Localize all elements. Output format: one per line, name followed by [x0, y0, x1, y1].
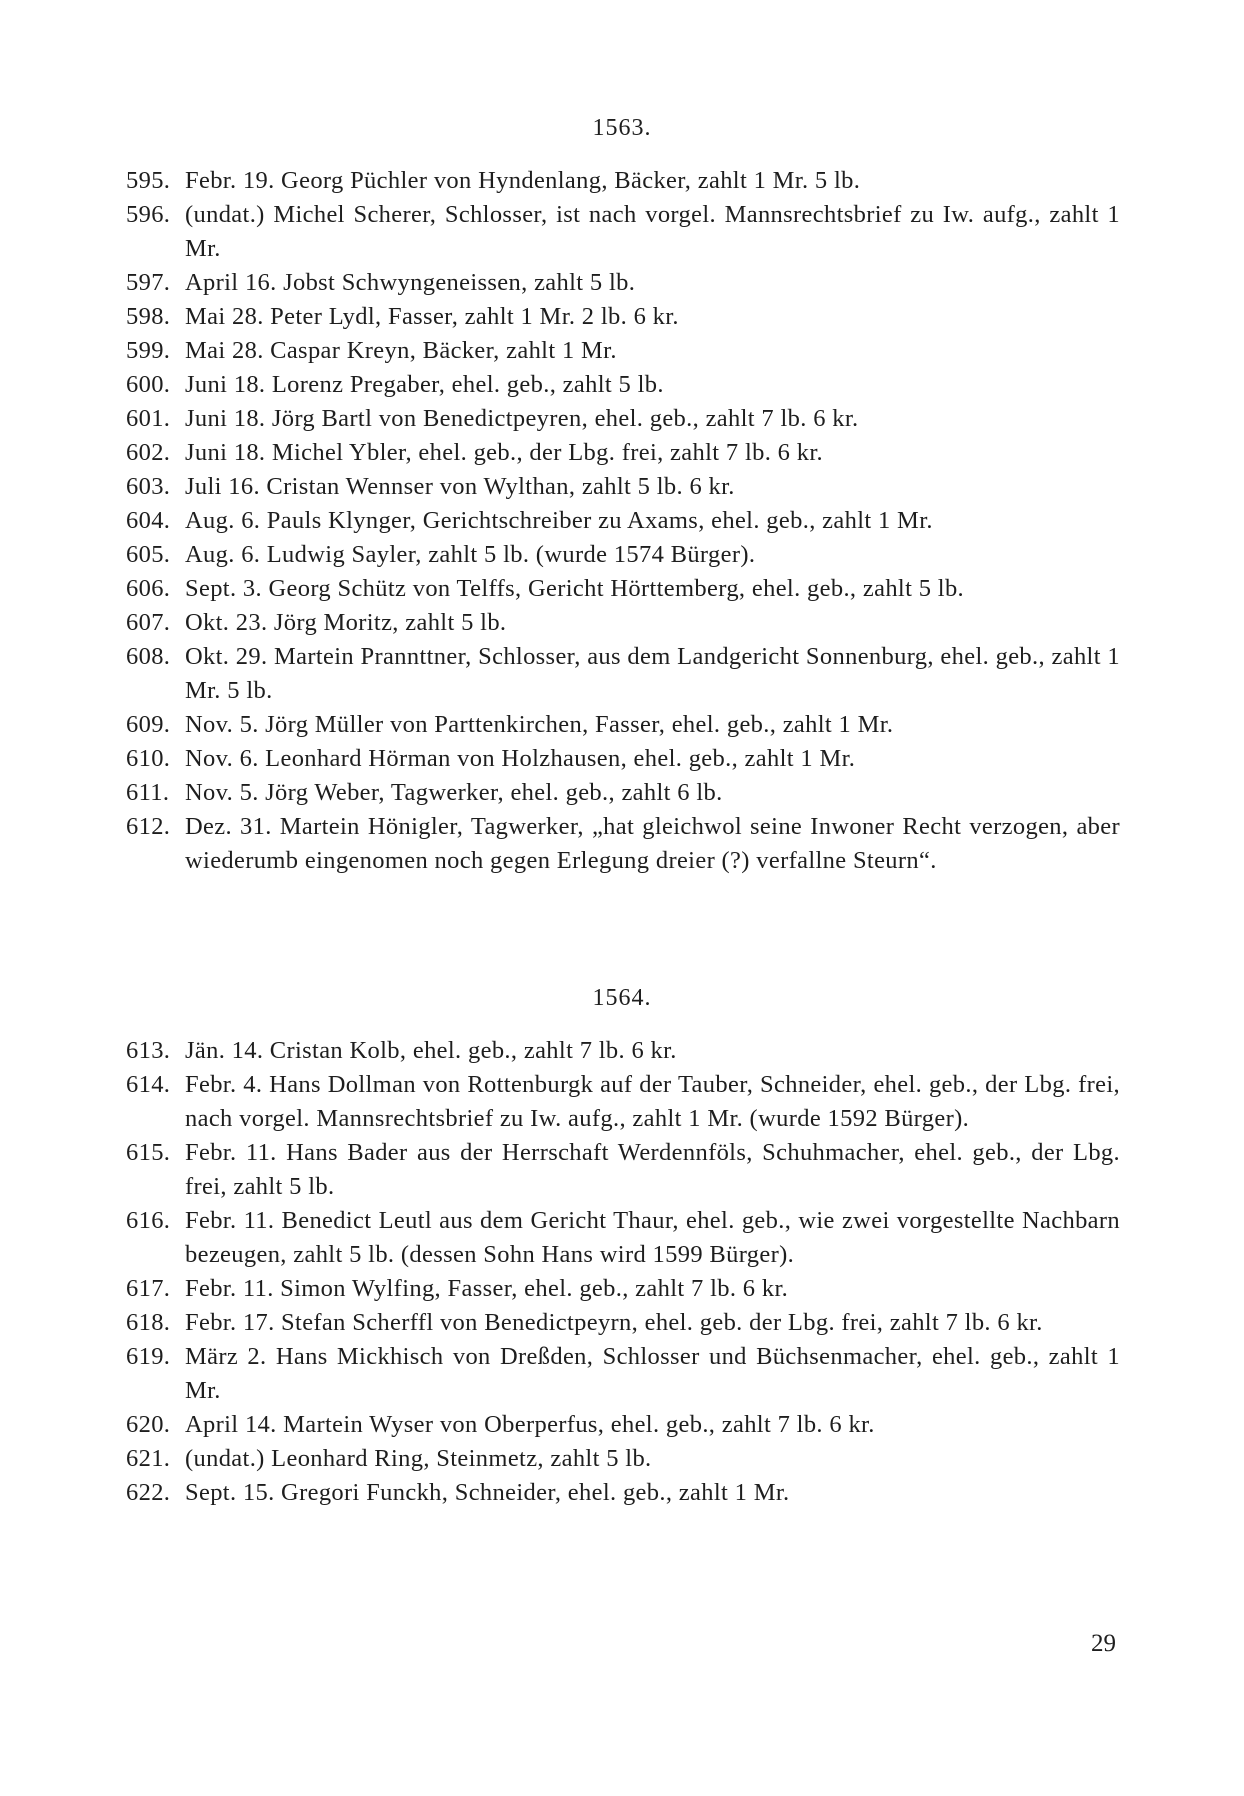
entry [126, 368, 1120, 402]
entry-number: 610. [126, 745, 171, 772]
entry [126, 402, 1120, 436]
entry [126, 1204, 1120, 1272]
entry-number: 617. [126, 1275, 171, 1302]
entry-text: Mai 28. Peter Lydl, Fasser, zahlt 1 Mr. 2 lb. 6 kr. [185, 303, 679, 330]
entry [126, 504, 1120, 538]
entry-list-1564 [126, 1034, 1120, 1510]
entry-number: 618. [126, 1309, 171, 1336]
entry-number: 616. [126, 1207, 171, 1234]
entry-number: 602. [126, 439, 171, 466]
entry-text: April 14. Martein Wyser von Oberperfus, ehel. geb., zahlt 7 lb. 6 kr. [185, 1411, 875, 1438]
entry-text: Febr. 4. Hans Dollman von Rottenburgk auf der Tauber, Schneider, ehel. geb., der Lbg. frei, nach vorgel. Mannsrechtsbrief zu Iw. aufg., zahlt 1 Mr. (wurde 1592 Bürger). [185, 1071, 1120, 1132]
entry [126, 708, 1120, 742]
entry-text: Nov. 6. Leonhard Hörman von Holzhausen, ehel. geb., zahlt 1 Mr. [185, 745, 856, 772]
entry-text: Aug. 6. Ludwig Sayler, zahlt 5 lb. (wurde 1574 Bürger). [185, 541, 756, 568]
entry-list-1563 [126, 164, 1120, 878]
entry-text: Aug. 6. Pauls Klynger, Gerichtschreiber zu Axams, ehel. geb., zahlt 1 Mr. [185, 507, 933, 534]
entry-number: 599. [126, 337, 171, 364]
entry-number: 596. [126, 201, 171, 228]
entry-text: Okt. 29. Martein Prannttner, Schlosser, aus dem Landgericht Sonnenburg, ehel. geb., zahlt 1 Mr. 5 lb. [185, 643, 1120, 704]
entry [126, 334, 1120, 368]
entry-number: 598. [126, 303, 171, 330]
entry [126, 1136, 1120, 1204]
entry-number: 595. [126, 167, 171, 194]
section-heading-1564: 1564. [592, 985, 652, 1011]
entry [126, 538, 1120, 572]
entry-number: 615. [126, 1139, 171, 1166]
entry [126, 1272, 1120, 1306]
entry-text: Juli 16. Cristan Wennser von Wylthan, zahlt 5 lb. 6 kr. [185, 473, 735, 500]
entry-text: (undat.) Leonhard Ring, Steinmetz, zahlt 5 lb. [185, 1445, 652, 1472]
entry [126, 164, 1120, 198]
entry [126, 776, 1120, 810]
entry-number: 601. [126, 405, 171, 432]
entry-text: Febr. 11. Simon Wylfing, Fasser, ehel. geb., zahlt 7 lb. 6 kr. [185, 1275, 789, 1302]
entry [126, 1340, 1120, 1408]
entry-number: 600. [126, 371, 171, 398]
entry-text: Nov. 5. Jörg Müller von Parttenkirchen, Fasser, ehel. geb., zahlt 1 Mr. [185, 711, 894, 738]
entry-number: 614. [126, 1071, 171, 1098]
entry-text: Jän. 14. Cristan Kolb, ehel. geb., zahlt 7 lb. 6 kr. [185, 1037, 677, 1064]
entry-text: Febr. 17. Stefan Scherffl von Benedictpeyrn, ehel. geb. der Lbg. frei, zahlt 7 lb. 6 kr. [185, 1309, 1043, 1336]
entry [126, 436, 1120, 470]
entry-number: 603. [126, 473, 171, 500]
entry-number: 608. [126, 643, 171, 670]
entry-text: Okt. 23. Jörg Moritz, zahlt 5 lb. [185, 609, 507, 636]
entry-text: März 2. Hans Mickhisch von Dreßden, Schlosser und Büchsenmacher, ehel. geb., zahlt 1 Mr. [185, 1343, 1120, 1404]
page-number: 29 [1091, 1630, 1116, 1657]
entry-text: Juni 18. Jörg Bartl von Benedictpeyren, ehel. geb., zahlt 7 lb. 6 kr. [185, 405, 859, 432]
entry [126, 300, 1120, 334]
entry-text: April 16. Jobst Schwyngeneissen, zahlt 5 lb. [185, 269, 636, 296]
entry [126, 742, 1120, 776]
entry [126, 1068, 1120, 1136]
entry-text: (undat.) Michel Scherer, Schlosser, ist nach vorgel. Mannsrechtsbrief zu Iw. aufg., zahlt 1 Mr. [185, 201, 1120, 262]
entry-text: Juni 18. Lorenz Pregaber, ehel. geb., zahlt 5 lb. [185, 371, 664, 398]
entry [126, 1034, 1120, 1068]
entry [126, 1408, 1120, 1442]
entry-number: 605. [126, 541, 171, 568]
entry [126, 1442, 1120, 1476]
entry-text: Sept. 15. Gregori Funckh, Schneider, ehel. geb., zahlt 1 Mr. [185, 1479, 790, 1506]
section-heading-1563: 1563. [592, 115, 652, 141]
entry-number: 597. [126, 269, 171, 296]
entry-number: 613. [126, 1037, 171, 1064]
entry-text: Sept. 3. Georg Schütz von Telffs, Gericht Hörttemberg, ehel. geb., zahlt 5 lb. [185, 575, 965, 602]
entry [126, 1476, 1120, 1510]
entry-number: 619. [126, 1343, 171, 1370]
entry-text: Juni 18. Michel Ybler, ehel. geb., der Lbg. frei, zahlt 7 lb. 6 kr. [185, 439, 823, 466]
entry-number: 604. [126, 507, 171, 534]
entry-number: 611. [126, 779, 170, 806]
entry [126, 470, 1120, 504]
entry [126, 266, 1120, 300]
entry [126, 810, 1120, 878]
entry-text: Mai 28. Caspar Kreyn, Bäcker, zahlt 1 Mr. [185, 337, 617, 364]
entry-text: Febr. 11. Hans Bader aus der Herrschaft Werdennföls, Schuhmacher, ehel. geb., der Lbg. frei, zahlt 5 lb. [185, 1139, 1120, 1200]
entry-number: 612. [126, 813, 171, 840]
entry [126, 640, 1120, 708]
entry-number: 609. [126, 711, 171, 738]
entry [126, 198, 1120, 266]
entry-text: Dez. 31. Martein Hönigler, Tagwerker, „hat gleichwol seine Inwoner Recht verzogen, aber wiederumb eingenomen noch gegen Erlegung dreier (?) verfallne Steurn“. [185, 813, 1120, 874]
entry-number: 621. [126, 1445, 171, 1472]
entry-text: Febr. 11. Benedict Leutl aus dem Gericht Thaur, ehel. geb., wie zwei vorgestellte Nachbarn bezeugen, zahlt 5 lb. (dessen Sohn Hans wird 1599 Bürger). [185, 1207, 1120, 1268]
entry-text: Febr. 19. Georg Püchler von Hyndenlang, Bäcker, zahlt 1 Mr. 5 lb. [185, 167, 861, 194]
entry-number: 607. [126, 609, 171, 636]
entry [126, 606, 1120, 640]
entry-number: 606. [126, 575, 171, 602]
entry [126, 1306, 1120, 1340]
entry-text: Nov. 5. Jörg Weber, Tagwerker, ehel. geb., zahlt 6 lb. [185, 779, 723, 806]
entry-number: 622. [126, 1479, 171, 1506]
entry [126, 572, 1120, 606]
entry-number: 620. [126, 1411, 171, 1438]
